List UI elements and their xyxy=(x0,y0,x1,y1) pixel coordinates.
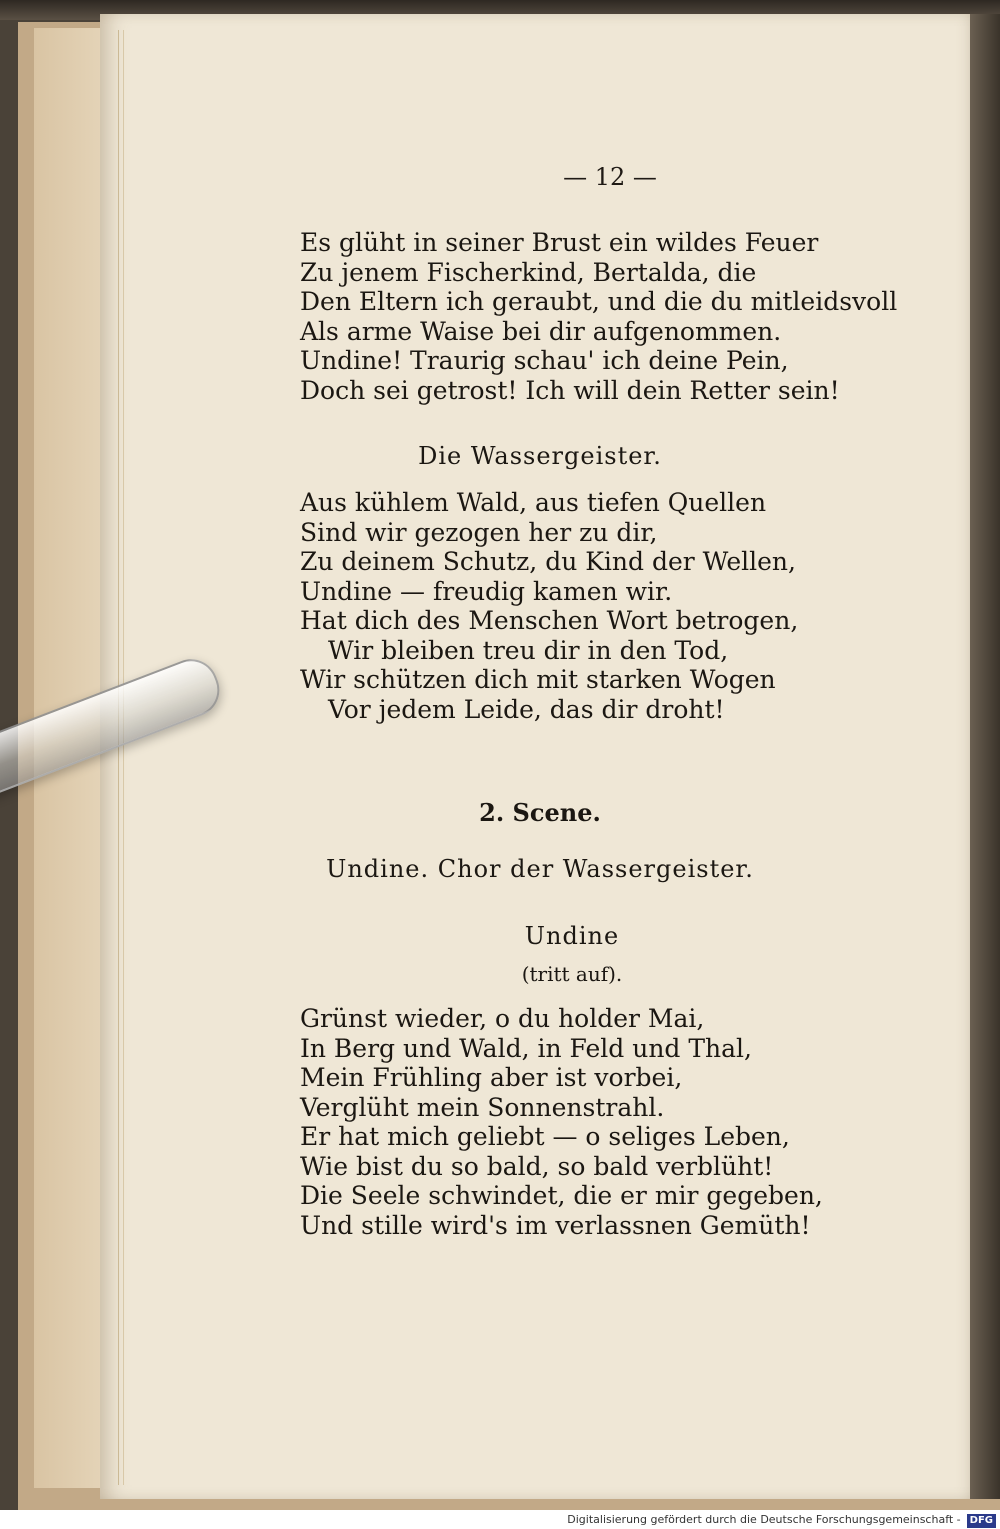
dfg-logo: DFG xyxy=(967,1514,996,1528)
verse-line: Wir schützen dich mit starken Wogen xyxy=(300,665,776,694)
verse-line: Grünst wieder, o du holder Mai, xyxy=(300,1004,705,1033)
verse-line: Zu jenem Fischerkind, Bertalda, die xyxy=(300,257,757,287)
digitization-credit-bar xyxy=(0,1510,1000,1529)
verse-line: Es glüht in seiner Brust ein wildes Feuer xyxy=(300,228,819,257)
verse-line: Undine — freudig kamen wir. xyxy=(300,576,673,606)
book-spine-shadow xyxy=(970,14,1000,1499)
credit-text: Digitalisierung gefördert durch die Deutsche Forschungsgemeinschaft - xyxy=(567,1513,961,1526)
verse-line: Doch sei getrost! Ich will dein Retter sein! xyxy=(300,375,840,405)
verse-line: Sind wir gezogen her zu dir, xyxy=(300,517,658,547)
page-number: — 12 — xyxy=(563,163,657,191)
scene-title: 2. Scene. xyxy=(479,798,601,827)
verse-line: Den Eltern ich geraubt, und die du mitleidsvoll xyxy=(300,287,898,316)
verse-line: Wir bleiben treu dir in den Tod, xyxy=(328,635,729,665)
verse-line: Hat dich des Menschen Wort betrogen, xyxy=(300,606,799,635)
verse-line: Die Seele schwindet, die er mir gegeben, xyxy=(300,1181,823,1210)
verse-line: Wie bist du so bald, so bald verblüht! xyxy=(300,1151,774,1181)
verse-line: Er hat mich geliebt — o seliges Leben, xyxy=(300,1122,790,1151)
undine-stanza xyxy=(300,1004,900,1240)
verse-line: Undine! Traurig schau' ich deine Pein, xyxy=(300,346,789,375)
verse-line: Vor jedem Leide, das dir droht! xyxy=(328,694,725,724)
verse-line: In Berg und Wald, in Feld und Thal, xyxy=(300,1033,753,1063)
speaker-name: Undine xyxy=(524,922,620,950)
verse-line: Als arme Waise bei dir aufgenommen. xyxy=(300,316,782,346)
verse-line: Verglüht mein Sonnenstrahl. xyxy=(300,1092,665,1122)
verse-line: Mein Frühling aber ist vorbei, xyxy=(300,1063,683,1092)
wassergeister-heading: Die Wassergeister. xyxy=(418,442,662,470)
wassergeister-stanza xyxy=(300,488,900,724)
stage-direction: (tritt auf). xyxy=(521,962,623,986)
scene-cast: Undine. Chor der Wassergeister. xyxy=(326,855,754,883)
verse-line: Und stille wird's im verlassnen Gemüth! xyxy=(300,1210,811,1240)
verse-line: Zu deinem Schutz, du Kind der Wellen, xyxy=(300,547,796,576)
stanza-1 xyxy=(300,228,900,405)
page-fold-line xyxy=(118,30,124,1485)
verse-line: Aus kühlem Wald, aus tiefen Quellen xyxy=(300,488,767,517)
